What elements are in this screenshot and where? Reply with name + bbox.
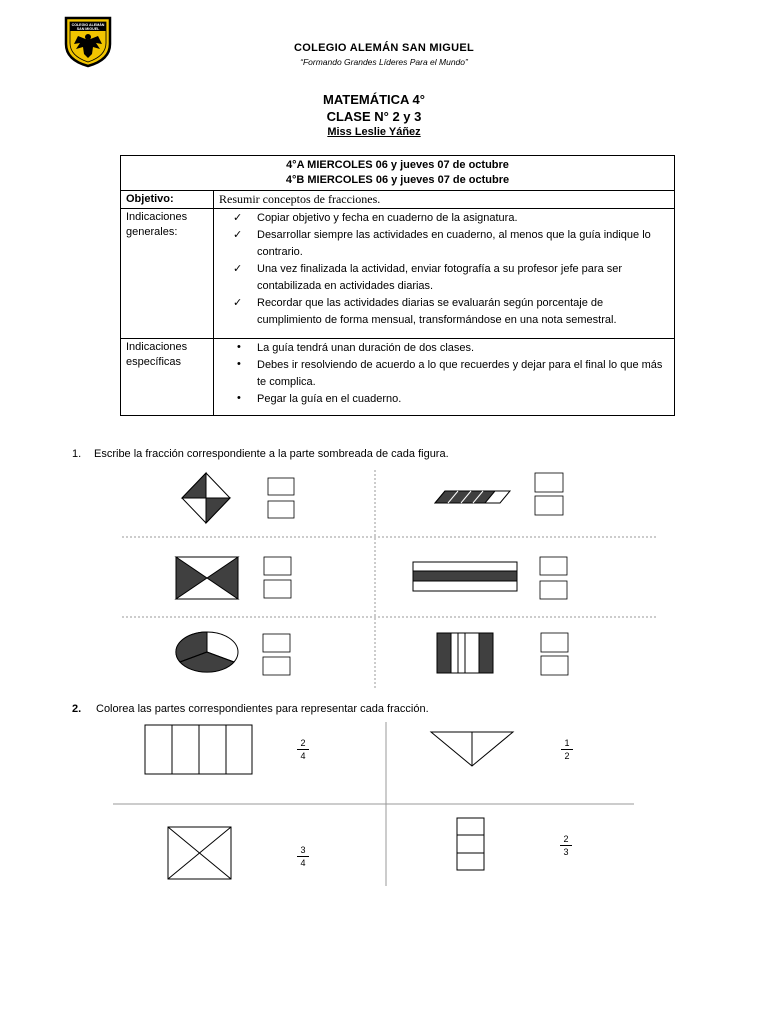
question-2-text: Colorea las partes correspondientes para representar cada fracción. bbox=[96, 703, 429, 715]
answer-box[interactable] bbox=[264, 557, 291, 598]
specific-cell bbox=[214, 339, 675, 416]
general-label: Indicaciones generales: bbox=[121, 209, 214, 339]
general-list bbox=[219, 210, 669, 337]
rectangle-thirds-figure[interactable] bbox=[457, 818, 484, 870]
list-item: • Pegar la guía en el cuaderno. bbox=[237, 392, 402, 405]
page-title: MATEMÁTICA 4° bbox=[323, 92, 425, 107]
question-1-text: Escribe la fracción correspondiente a la parte sombreada de cada figura. bbox=[94, 448, 449, 460]
fraction-2-4: 2 4 bbox=[297, 738, 309, 761]
list-item: ✓ Desarrollar siempre las actividades en cuaderno, al menos que la guía indique lo contrario. bbox=[233, 229, 651, 258]
answer-box[interactable] bbox=[540, 557, 567, 599]
fraction-3-4: 3 4 bbox=[297, 845, 309, 868]
date-4a: 4°A MIERCOLES 06 y jueves 07 de octubre bbox=[286, 159, 509, 171]
general-cell bbox=[214, 209, 675, 339]
checkmark-icon: ✓ bbox=[233, 212, 243, 224]
checkmark-icon: ✓ bbox=[233, 263, 243, 275]
exercise-1-figures bbox=[110, 465, 670, 695]
triangle-halves-figure[interactable] bbox=[431, 732, 513, 766]
striped-rectangle-figure bbox=[413, 562, 517, 591]
list-item: • La guía tendrá unan duración de dos clases. bbox=[237, 341, 475, 354]
diamond-figure bbox=[182, 473, 230, 523]
list-item: ✓ Recordar que las actividades diarias se evaluarán según porcentaje de cumplimiento de forma mensual, transformándose en una nota semestral. bbox=[233, 297, 617, 326]
list-item: • Debes ir resolviendo de acuerdo a lo que recuerdes y dejar para el final lo que más te complica. bbox=[237, 358, 663, 388]
class-number: CLASE N° 2 y 3 bbox=[326, 109, 422, 124]
square-quarters-figure[interactable] bbox=[168, 827, 231, 879]
date-4b: 4°B MIERCOLES 06 y jueves 07 de octubre bbox=[285, 174, 510, 186]
hourglass-figure bbox=[176, 557, 238, 599]
objective-label: Objetivo: bbox=[121, 191, 214, 209]
school-name: COLEGIO ALEMÁN SAN MIGUEL bbox=[293, 42, 475, 54]
logo-text-line2: SAN MIGUEL bbox=[76, 27, 100, 31]
logo-text-line1: COLEGIO ALEMÁN bbox=[71, 23, 105, 27]
dates-cell bbox=[121, 156, 675, 191]
answer-box[interactable] bbox=[268, 478, 294, 518]
circle-figure bbox=[176, 632, 238, 672]
answer-box[interactable] bbox=[535, 473, 563, 515]
answer-box[interactable] bbox=[541, 633, 568, 675]
checkmark-icon: ✓ bbox=[233, 297, 243, 309]
checkmark-icon: ✓ bbox=[233, 229, 243, 241]
rectangle-quarters-figure[interactable] bbox=[145, 725, 252, 774]
vertical-bars-figure bbox=[437, 633, 493, 673]
teacher-name: Miss Leslie Yáñez bbox=[327, 126, 421, 138]
answer-box[interactable] bbox=[263, 634, 290, 675]
specific-list bbox=[219, 340, 669, 414]
fraction-1-2: 1 2 bbox=[561, 738, 573, 761]
objective-value: Resumir conceptos de fracciones. bbox=[214, 191, 675, 209]
question-1-number: 1. bbox=[72, 448, 82, 460]
parallelogram-figure bbox=[435, 491, 510, 503]
info-table bbox=[120, 155, 675, 416]
specific-label: Indicaciones específicas bbox=[121, 339, 214, 416]
question-2-number: 2. bbox=[72, 703, 82, 715]
fraction-2-3: 2 3 bbox=[560, 834, 572, 857]
bullet-icon: • bbox=[237, 358, 241, 370]
bullet-icon: • bbox=[237, 341, 241, 353]
bullet-icon: • bbox=[237, 392, 241, 404]
school-motto: “Formando Grandes Líderes Para el Mundo” bbox=[300, 57, 468, 67]
list-item: ✓ Una vez finalizada la actividad, enviar fotografía a su profesor jefe para ser contabilizada en actividades diarias. bbox=[233, 263, 623, 292]
list-item: ✓ Copiar objetivo y fecha en cuaderno de la asignatura. bbox=[233, 210, 669, 227]
